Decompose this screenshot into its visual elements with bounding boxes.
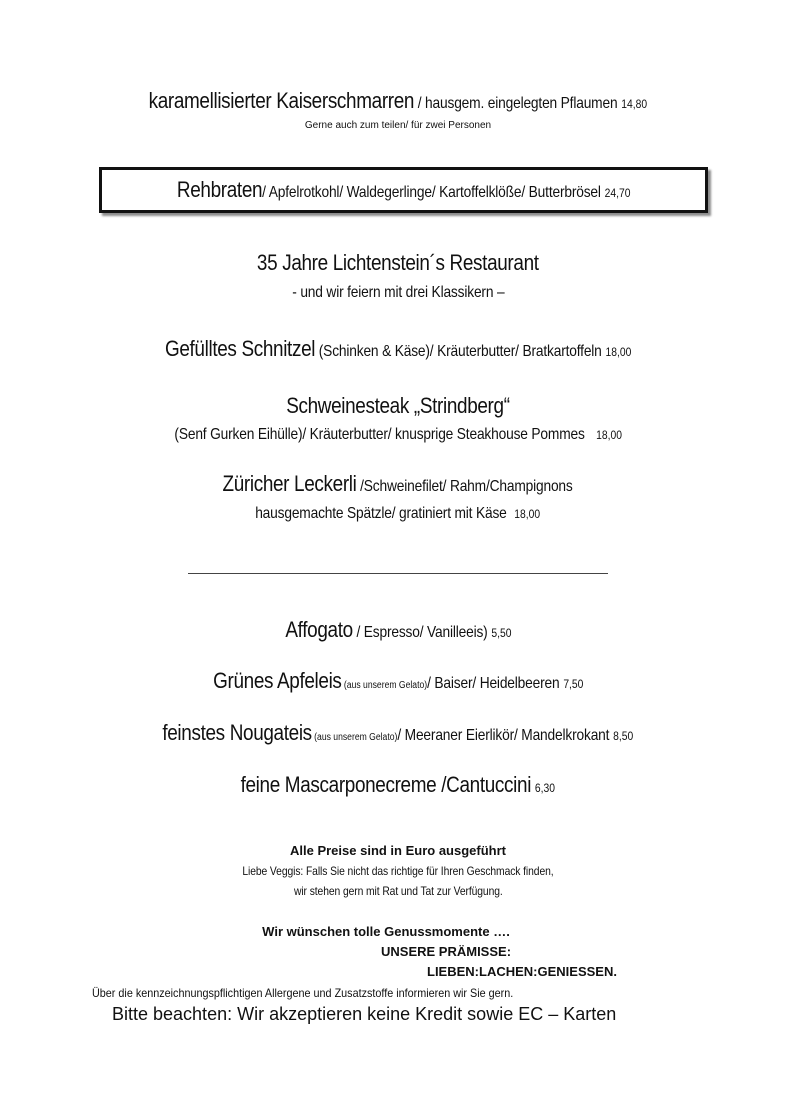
divider	[188, 573, 608, 574]
item-origin-note: (aus unserem Gelato)	[341, 680, 427, 691]
item-name: Schweinesteak „Strindberg“	[286, 393, 510, 418]
anniversary-subtitle: - und wir feiern mit drei Klassikern –	[291, 284, 505, 301]
item-description: / Baiser/ Heidelbeeren	[426, 675, 560, 692]
item-name: feine Mascarponecreme /Cantuccini	[240, 772, 532, 797]
menu-item-schnitzel	[0, 336, 796, 362]
menu-item-leckerli	[0, 471, 796, 497]
item-price: 18,00	[514, 507, 541, 521]
item-description: (Senf Gurken Eihülle)/ Kräuterbutter/ knusprige Steakhouse Pommes	[174, 426, 585, 443]
motto-text: LIEBEN:LACHEN:GENIESSEN.	[427, 964, 617, 979]
item-description: / hausgem. eingelegten Pflaumen	[414, 95, 618, 112]
item-price: 18,00	[595, 428, 622, 442]
highlight-box-rehbraten	[99, 167, 708, 213]
menu-item-nougateis	[0, 720, 796, 746]
leckerli-detail	[0, 505, 796, 523]
anniversary-title: 35 Jahre Lichtenstein´s Restaurant	[257, 250, 539, 275]
item-price: 7,50	[563, 677, 584, 691]
item-description: hausgemachte Spätzle/ gratiniert mit Käse	[255, 505, 507, 522]
item-name: Rehbraten	[176, 177, 262, 202]
item-name: karamellisierter Kaiserschmarren	[148, 88, 415, 113]
menu-item-mascarpone	[0, 772, 796, 798]
veggis-note-line1: Liebe Veggis: Falls Sie nicht das richtige für Ihren Geschmack finden,	[242, 864, 554, 878]
item-name: Züricher Leckerli	[222, 471, 357, 496]
item-origin-note: (aus unserem Gelato)	[312, 732, 398, 743]
item-price: 8,50	[613, 729, 634, 743]
item-note: Gerne auch zum teilen/ für zwei Personen	[304, 120, 492, 131]
menu-item-steak	[0, 426, 796, 444]
item-price: 6,30	[535, 781, 556, 795]
item-description: / Apfelrotkohl/ Waldegerlinge/ Kartoffelklöße/ Butterbrösel	[261, 184, 601, 201]
menu-item-kaiserschmarren	[0, 88, 796, 114]
item-description: /Schweinefilet/ Rahm/Champignons	[356, 478, 574, 495]
item-description: (Schinken & Käse)/ Kräuterbutter/ Bratkartoffeln	[314, 343, 602, 360]
menu-item-affogato	[0, 617, 796, 643]
item-price: 24,70	[604, 186, 631, 200]
veggis-note-line2: wir stehen gern mit Rat und Tat zur Verfügung.	[293, 884, 503, 898]
payment-note: Bitte beachten: Wir akzeptieren keine Kredit sowie EC – Karten	[112, 1004, 617, 1024]
item-name: feinstes Nougateis	[162, 720, 313, 745]
item-description: / Espresso/ Vanilleeis)	[352, 624, 488, 641]
prices-note: Alle Preise sind in Euro ausgeführt	[290, 843, 506, 858]
item-name: Gefülltes Schnitzel	[164, 336, 315, 361]
item-name: Affogato	[284, 617, 353, 642]
premise-label: UNSERE PRÄMISSE:	[381, 944, 512, 959]
item-name: Grünes Apfeleis	[212, 668, 342, 693]
item-price: 14,80	[621, 97, 648, 111]
item-price: 5,50	[490, 626, 512, 640]
menu-item-apfeleis	[0, 668, 796, 694]
item-description: / Meeraner Eierlikör/ Mandelkrokant	[397, 727, 610, 744]
wish-text: Wir wünschen tolle Genussmomente ….	[262, 924, 510, 939]
allergen-note: Über die kennzeichnungspflichtigen Allergene und Zusatzstoffe informieren wir Sie gern.	[92, 986, 514, 1000]
item-price: 18,00	[605, 345, 632, 359]
